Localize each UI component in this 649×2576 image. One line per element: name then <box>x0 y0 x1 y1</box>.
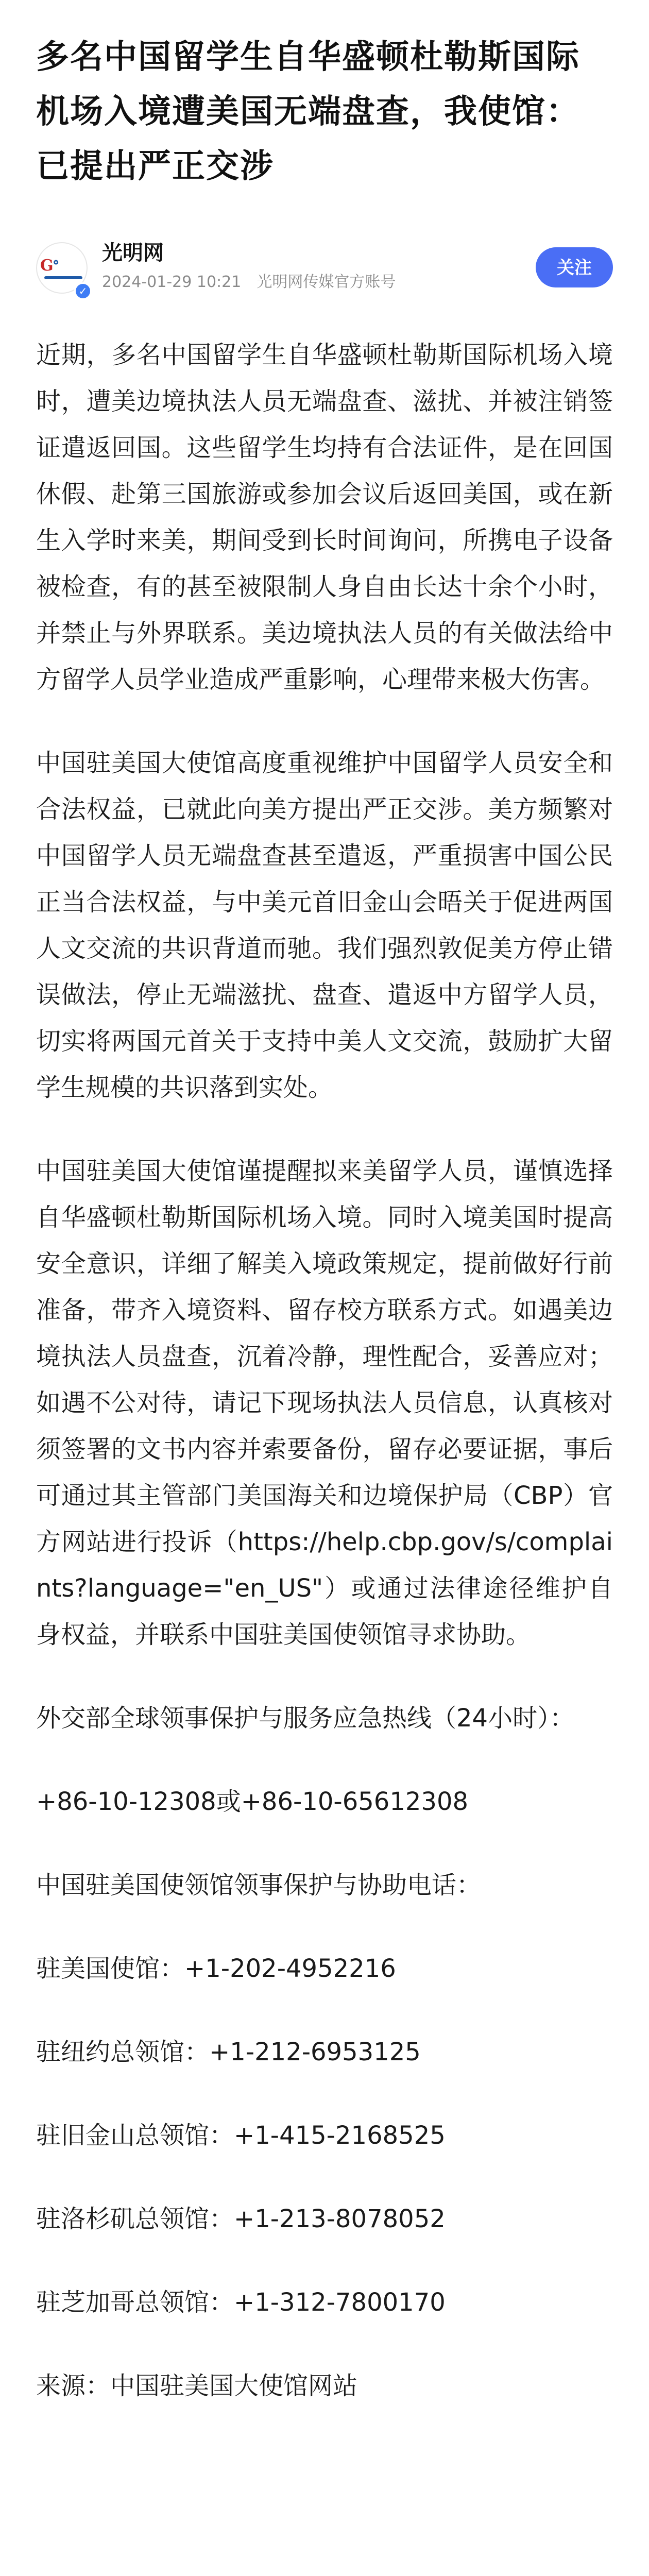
follow-button[interactable]: 关注 <box>536 247 613 287</box>
article-title: 多名中国留学生自华盛顿杜勒斯国际机场入境遭美国无端盘查，我使馆：已提出严正交涉 <box>36 38 580 185</box>
article-source: 来源：中国驻美国大使馆网站 <box>36 2371 358 2400</box>
verified-badge-icon: ✓ <box>74 282 92 300</box>
paragraph-hotline-heading: 外交部全球领事保护与服务应急热线（24小时）： <box>36 1704 575 1733</box>
paragraph-intro: 近期，多名中国留学生自华盛顿杜勒斯国际机场入境时，遭美边境执法人员无端盘查、滋扰、并被注销签证遣返回国。这些留学生均持有合法证件，是在回国休假、赴第三国旅游或参加会议后返回美国，或在新生入学时来美，期间受到长时间询问，所携电子设备被检查，有的甚至被限制人身自由长达十余个小时，并禁止与外界联系。美边境执法人员的有关做法给中方留学人员学业造成严重影响，心理带来极大伤害。 <box>36 341 613 694</box>
avatar[interactable] <box>36 242 88 297</box>
paragraph-embassy-position: 中国驻美国大使馆高度重视维护中国留学人员安全和合法权益，已就此向美方提出严正交涉。美方频繁对中国留学人员无端盘查甚至遣返，严重损害中国公民正当合法权益，与中美元首旧金山会晤关于促进两国人文交流的共识背道而驰。我们强烈敦促美方停止错误做法，停止无端滋扰、盘查、遣返中方留学人员，切实将两国元首关于支持中美人文交流，鼓励扩大留学生规模的共识落到实处。 <box>36 749 613 1102</box>
author-row <box>36 238 613 295</box>
phone-san-francisco: 驻旧金山总领馆：+1-415-2168525 <box>36 2121 446 2150</box>
publish-date: 2024-01-29 10:21 <box>102 273 242 291</box>
paragraph-consular-heading: 中国驻美国使领馆领事保护与协助电话： <box>36 1871 482 1900</box>
phone-los-angeles: 驻洛杉矶总领馆：+1-213-8078052 <box>36 2205 446 2233</box>
phone-new-york: 驻纽约总领馆：+1-212-6953125 <box>36 2038 421 2066</box>
logo-underline-icon <box>44 276 82 279</box>
paragraph-hotline-numbers: +86-10-12308或+86-10-65612308 <box>36 1787 469 1816</box>
author-meta <box>102 272 396 293</box>
paragraph-travel-reminder: 中国驻美国大使馆谨提醒拟来美留学人员，谨慎选择自华盛顿杜勒斯国际机场入境。同时入境美国时提高安全意识，详细了解美入境政策规定，提前做好行前准备，带齐入境资料、留存校方联系方式。如遇美边境执法人员盘查，沉着冷静，理性配合，妥善应对；如遇不公对待，请记下现场执法人员信息，认真核对须签署的文书内容并索要备份，留存必要证据，事后可通过其主管部门美国海关和边境保护局（CBP）官方网站进行投诉（https://help.cbp.gov/s/complaints?language="en_US"）或通过法律途径维护自身权益，并联系中国驻美国使领馆寻求协助。 <box>36 1157 613 1649</box>
phone-chicago: 驻芝加哥总领馆：+1-312-7800170 <box>36 2288 446 2317</box>
guangming-logo-icon: Gᐤ <box>40 257 59 275</box>
phone-embassy: 驻美国使馆：+1-202-4952216 <box>36 1954 396 1983</box>
account-type: 光明网传媒官方账号 <box>257 273 396 291</box>
article-body <box>36 332 613 2409</box>
author-name[interactable]: 光明网 <box>102 241 164 265</box>
